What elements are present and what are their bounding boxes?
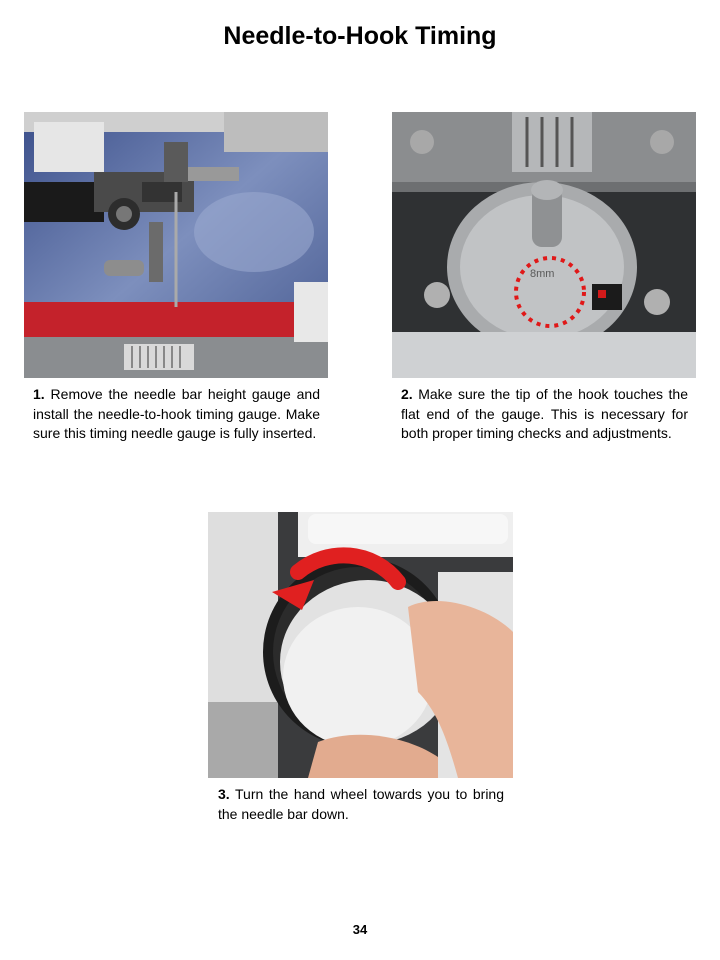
page-number: 34 <box>352 922 368 937</box>
step-3-text: Turn the hand wheel towards you to bring the needle bar down. <box>218 786 504 822</box>
step-3-photo <box>208 512 513 778</box>
step-2-text: Make sure the tip of the hook touches the flat end of the gauge. This is necessary for both proper timing checks and adjustments. <box>401 386 688 441</box>
step-1-text: Remove the needle bar height gauge and install the needle-to-hook timing gauge. Make sure this timing needle gauge is fully inserted. <box>33 386 320 441</box>
step-1-number: 1. <box>33 386 45 402</box>
step-1-photo <box>24 112 328 378</box>
step-1-caption <box>33 385 320 444</box>
step-2-caption <box>401 385 688 444</box>
step-3-caption <box>218 785 504 824</box>
step-3-number: 3. <box>218 786 230 802</box>
gauge-label: 8mm <box>530 268 555 280</box>
step-2-number: 2. <box>401 386 413 402</box>
page-title: Needle-to-Hook Timing <box>223 22 497 50</box>
step-2-photo <box>392 112 696 378</box>
